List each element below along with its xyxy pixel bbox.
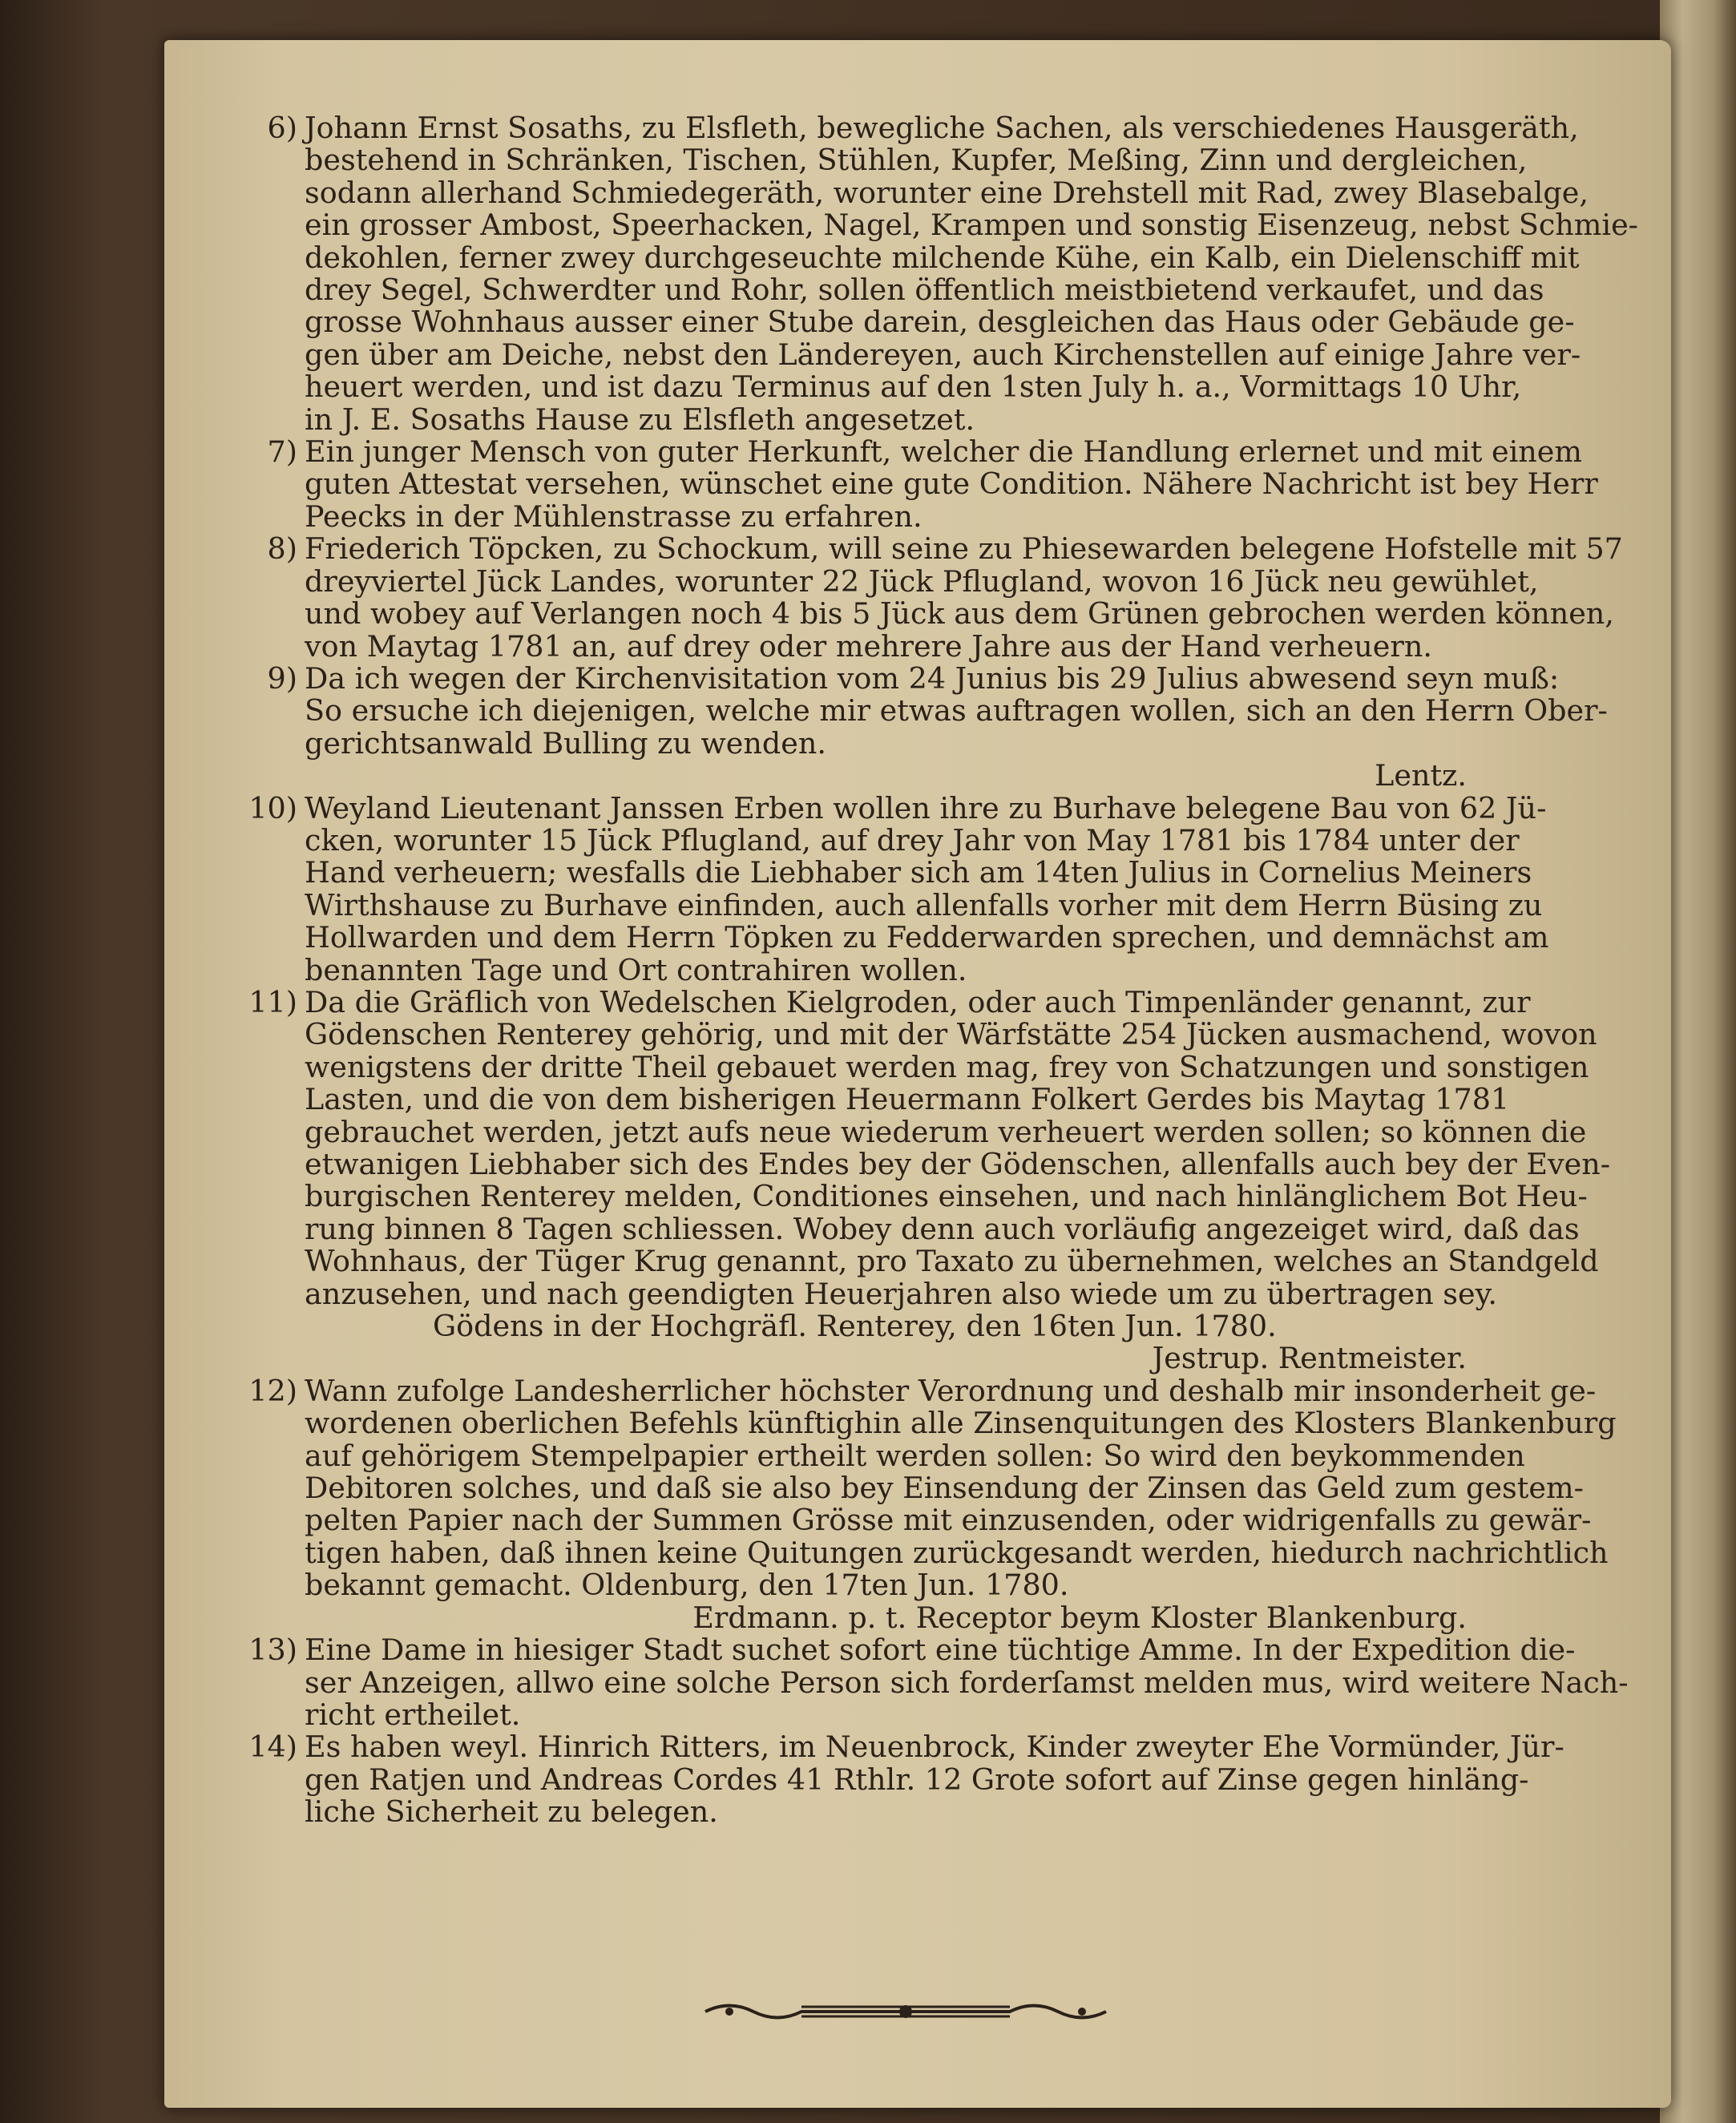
text-line: anzusehen, und nach geendigten Heuerjahren also wiede um zu übertragen sey. [305, 1276, 1498, 1311]
signature: Lentz. [1375, 758, 1467, 793]
text-line: ser Anzeigen, allwo eine solche Person sich forderſamst melden mus, wird weitere Nach- [305, 1665, 1629, 1700]
text-line: Hand verheuern; wesfalls die Liebhaber sich am 14ten Julius in Cornelius Meiners [305, 855, 1532, 890]
text-line: wenigstens der dritte Theil gebauet werden mag, frey von Schatzungen und sonstigen [305, 1049, 1589, 1084]
text-line: richt ertheilet. [305, 1697, 521, 1732]
text-line: guten Attestat versehen, wünschet eine gute Condition. Nähere Nachricht ist bey Herr [305, 466, 1598, 502]
text-line: gen Ratjen und Andreas Cordes 41 Rthlr. 12 Grote sofort auf Zinse gegen hinläng- [305, 1762, 1529, 1797]
entry-number: 6) [267, 111, 297, 145]
entry-number: 7) [267, 434, 297, 470]
text-line: liche Sicherheit zu belegen. [305, 1794, 718, 1830]
notice-entry [240, 1373, 1617, 1635]
text-line: Friederich Töpcken, zu Schockum, will seine zu Phiesewarden belegene Hofstelle mit 57 [305, 531, 1623, 567]
notice-entry [240, 790, 1563, 987]
entry-number: 11) [248, 984, 297, 1019]
entry-number: 9) [267, 660, 297, 696]
text-line: Hollwarden und dem Herrn Töpken zu Fedderwarden sprechen, und demnächst am [305, 920, 1549, 955]
text-line: Da ich wegen der Kirchenvisitation vom 24 Junius bis 29 Julius abwesend seyn muß: [305, 660, 1560, 696]
text-line: Ein junger Mensch von guter Herkunft, welcher die Handlung erlernet und mit einem [305, 434, 1582, 470]
text-line: bestehend in Schränken, Tischen, Stühlen, Kupfer, Meßing, Zinn und dergleichen, [305, 143, 1528, 178]
page-text [240, 111, 1639, 1830]
signature: Erdmann. p. t. Receptor beym Kloster Blankenburg. [692, 1600, 1467, 1635]
text-line: Peecks in der Mühlenstrasse zu erfahren. [305, 498, 923, 534]
text-line: Wann zufolge Landesherrlicher höchster Verordnung und deshalb mir insonderheit ge- [305, 1373, 1597, 1408]
text-line: Es haben weyl. Hinrich Ritters, im Neuenbrock, Kinder zweyter Ehe Vormünder, Jür- [305, 1729, 1564, 1765]
text-line: pelten Papier nach der Summen Grösse mit einzusenden, oder widrigenfalls zu gewär- [305, 1503, 1592, 1538]
book-spine [1660, 0, 1736, 2123]
notice-entry [240, 984, 1611, 1376]
notice-entry [240, 531, 1623, 664]
entry-number: 13) [248, 1633, 297, 1668]
text-line: Lasten, und die von dem bisherigen Heuermann Folkert Gerdes bis Maytag 1781 [305, 1082, 1510, 1117]
text-line: heuert werden, und ist dazu Terminus auf den 1sten July h. a., Vormittags 10 Uhr, [305, 369, 1522, 405]
text-line: Debitoren solches, und daß sie also bey Einsendung der Zinsen das Geld zum gestem- [305, 1471, 1584, 1506]
notice-entry [240, 111, 1639, 437]
text-line: wordenen oberlichen Befehls künftighin alle Zinsenquitungen des Klosters Blankenburg [305, 1406, 1617, 1441]
text-line: sodann allerhand Schmiedegeräth, worunter eine Drehstell mit Rad, zwey Blasebalge, [305, 175, 1589, 210]
text-line: in J. E. Sosaths Hause zu Elsfleth angesetzet. [305, 402, 975, 437]
text-line: gebrauchet werden, jetzt aufs neue wiederum verheuert werden sollen; so können die [305, 1114, 1587, 1149]
notice-entry [240, 1731, 1563, 1828]
text-line: gerichtsanwald Bulling zu wenden. [305, 725, 826, 761]
text-line: von Maytag 1781 an, auf drey oder mehrere Jahre aus der Hand verheuern. [305, 628, 1432, 664]
text-line: auf gehörigem Stempelpapier ertheilt werden sollen: So wird den beykommenden [305, 1438, 1525, 1473]
text-line: cken, worunter 15 Jück Pflugland, auf drey Jahr von May 1781 bis 1784 unter der [305, 822, 1520, 858]
text-line: bekannt gemacht. Oldenburg, den 17ten Jun. 1780. [305, 1568, 1069, 1603]
text-line: Gödenschen Renterey gehörig, und mit der Wärfstätte 254 Jücken ausmachend, wovon [305, 1017, 1597, 1052]
text-line: burgischen Renterey melden, Conditiones einsehen, und nach hinlänglichem Bot Heu- [305, 1179, 1588, 1214]
text-line: Da die Gräflich von Wedelschen Kielgroden, oder auch Timpenländer genannt, zur [305, 984, 1531, 1019]
text-line: So ersuche ich diejenigen, welche mir etwas auftragen wollen, sich an den Herrn Ober- [305, 693, 1608, 729]
text-line: dreyviertel Jück Landes, worunter 22 Jück Pflugland, wovon 16 Jück neu gewühlet, [305, 563, 1539, 599]
ornament-divider [697, 1996, 1114, 2028]
notice-entry [240, 1633, 1629, 1732]
signature: Jestrup. Rentmeister. [1152, 1341, 1467, 1376]
entry-number: 12) [248, 1373, 297, 1408]
date-line: Gödens in der Hochgräfl. Renterey, den 16ten Jun. 1780. [433, 1309, 1277, 1344]
text-line: tigen haben, daß ihnen keine Quitungen zurückgesandt werden, hiedurch nachrichtlich [305, 1535, 1609, 1570]
text-line: grosse Wohnhaus ausser einer Stube darein, desgleichen das Haus oder Gebäude ge- [305, 305, 1575, 340]
text-line: rung binnen 8 Tagen schliessen. Wobey denn auch vorläufig angezeiget wird, daß das [305, 1211, 1580, 1246]
text-line: Wohnhaus, der Tüger Krug genannt, pro Taxato zu übernehmen, welches an Standgeld [305, 1244, 1599, 1279]
entry-number: 8) [267, 531, 297, 567]
text-line: ein grosser Ambost, Speerhacken, Nagel, Krampen und sonstig Eisenzeug, nebst Schmie- [305, 208, 1639, 243]
text-line: benannten Tage und Ort contrahiren wollen. [305, 952, 967, 987]
entry-number: 10) [248, 790, 297, 825]
notice-entry [240, 660, 1608, 793]
text-line: Weyland Lieutenant Janssen Erben wollen ihre zu Burhave belegene Bau von 62 Jü- [305, 790, 1547, 825]
text-line: Wirthshause zu Burhave einfinden, auch allenfalls vorher mit dem Herrn Büsing zu [305, 887, 1543, 922]
text-line: und wobey auf Verlangen noch 4 bis 5 Jück aus dem Grünen gebrochen werden können, [305, 596, 1614, 632]
text-line: drey Segel, Schwerdter und Rohr, sollen öffentlich meistbietend verkaufet, und das [305, 272, 1544, 308]
text-line: Eine Dame in hiesiger Stadt suchet sofort eine tüchtige Amme. In der Expedition die- [305, 1633, 1576, 1668]
text-line: etwanigen Liebhaber sich des Endes bey der Gödenschen, allenfalls auch bey der Even- [305, 1147, 1611, 1181]
text-line: dekohlen, ferner zwey durchgeseuchte milchende Kühe, ein Kalb, ein Dielenschiff mit [305, 240, 1580, 275]
text-line: gen über am Deiche, nebst den Ländereyen, auch Kirchenstellen auf einige Jahre ver- [305, 337, 1581, 372]
notice-entry [240, 434, 1598, 534]
entry-number: 14) [248, 1729, 297, 1765]
text-line: Johann Ernst Sosaths, zu Elsfleth, bewegliche Sachen, als verschiedenes Hausgeräth, [305, 111, 1579, 145]
